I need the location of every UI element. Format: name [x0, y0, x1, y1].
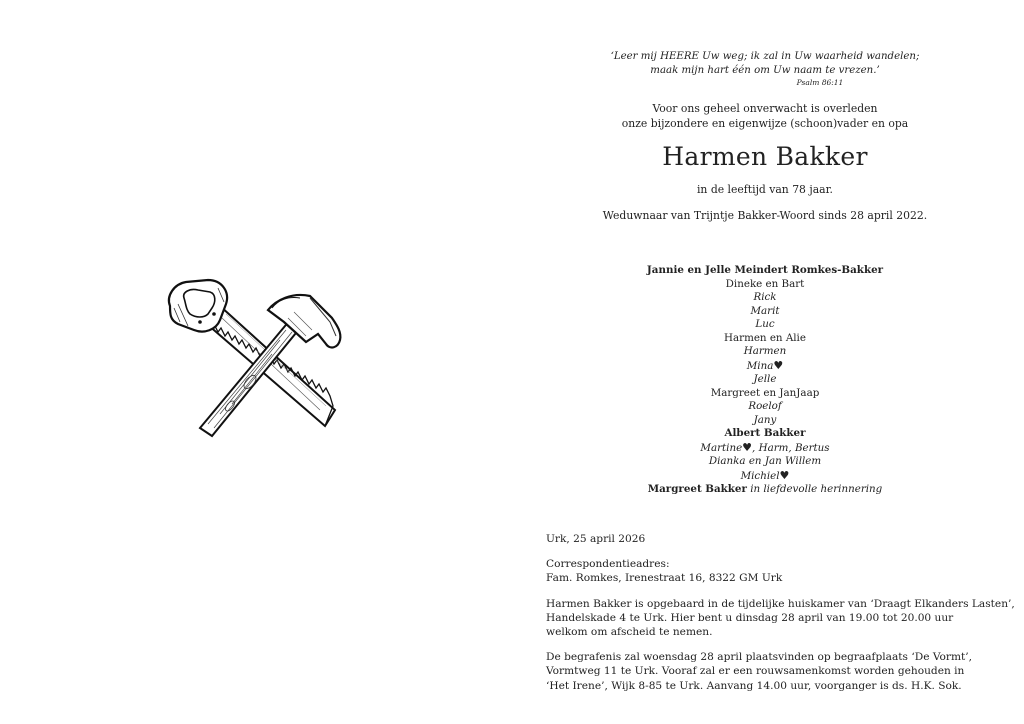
verse-line-2: maak mijn hart één om Uw naam te vrezen.’ — [650, 65, 880, 76]
funeral-line: De begrafenis zal woensdag 28 april plaatsvinden op begraafplaats ‘De Vormt’, — [546, 651, 972, 664]
heart-icon: ♥ — [742, 440, 753, 454]
correspondence-label: Correspondentieadres: — [546, 558, 670, 571]
family-line: Rick — [753, 291, 777, 303]
family-name: Margreet Bakker — [647, 483, 747, 495]
remembrance-text: in liefdevolle herinnering — [750, 483, 883, 495]
family-line — [530, 483, 1000, 497]
family-line: Jany — [753, 413, 777, 426]
family-line: Dineke en Bart — [725, 277, 805, 290]
correspondence-address: Fam. Romkes, Irenestraat 16, 8322 GM Urk — [546, 572, 783, 585]
date-place: Urk, 25 april 2026 — [546, 533, 646, 545]
age-text: in de leeftijd van 78 jaar. — [696, 183, 833, 196]
heart-icon: ♥ — [773, 358, 784, 372]
verse-reference: Psalm 86:11 — [796, 78, 844, 87]
crossed-saw-and-hammer-icon — [160, 278, 350, 448]
intro-line-2: onze bijzondere en eigenwijze (schoon)vader en opa — [621, 117, 909, 130]
viewing-line: Handelskade 4 te Urk. Hier bent u dinsdag 28 april van 19.00 tot 20.00 uur — [546, 611, 954, 624]
family-name: , Harm, Bertus — [752, 441, 830, 454]
heart-icon: ♥ — [779, 468, 790, 482]
family-name: Martine — [700, 441, 743, 454]
viewing-line: welkom om afscheid te nemen. — [546, 626, 713, 639]
bible-verse — [530, 50, 1000, 88]
family-line: Jelle — [753, 373, 777, 385]
funeral-info — [546, 650, 1016, 693]
family-line — [530, 469, 1000, 484]
family-line: Roelof — [748, 400, 782, 412]
verse-line-1: ‘Leer mij HEERE Uw weg; ik zal in Uw waarheid wandelen; — [610, 51, 920, 62]
intro-text — [530, 101, 1000, 131]
family-list — [530, 264, 1000, 497]
family-line: Margreet en JanJaap — [710, 386, 820, 399]
family-name: Michiel — [740, 469, 780, 482]
family-line: Dianka en Jan Willem — [708, 455, 822, 467]
family-line: Jannie en Jelle Meindert Romkes-Bakker — [646, 264, 884, 276]
family-line: Albert Bakker — [724, 427, 806, 439]
practical-details — [546, 532, 1016, 704]
family-line: Harmen en Alie — [724, 331, 806, 344]
funeral-line: ‘Het Irene’, Wijk 8-85 te Urk. Aanvang 14.00 uur, voorganger is ds. H.K. Sok. — [546, 679, 962, 692]
widower-text: Weduwnaar van Trijntje Bakker-Woord sinds 28 april 2022. — [602, 209, 928, 222]
funeral-line: Vormtweg 11 te Urk. Vooraf zal er een rouwsamenkomst worden gehouden in — [546, 665, 965, 678]
family-line — [530, 441, 1000, 456]
viewing-line: Harmen Bakker is opgebaard in de tijdelijke huiskamer van ‘Draagt Elkanders Lasten’, — [546, 597, 1015, 610]
viewing-info — [546, 597, 1016, 640]
intro-line-1: Voor ons geheel onverwacht is overleden — [652, 102, 878, 115]
family-line: Luc — [755, 318, 775, 330]
family-line — [530, 359, 1000, 374]
family-line: Marit — [750, 304, 780, 317]
deceased-name: Harmen Bakker — [662, 142, 868, 171]
family-line: Harmen — [743, 345, 787, 357]
correspondence — [546, 557, 1016, 585]
family-name: Mina — [746, 359, 774, 372]
